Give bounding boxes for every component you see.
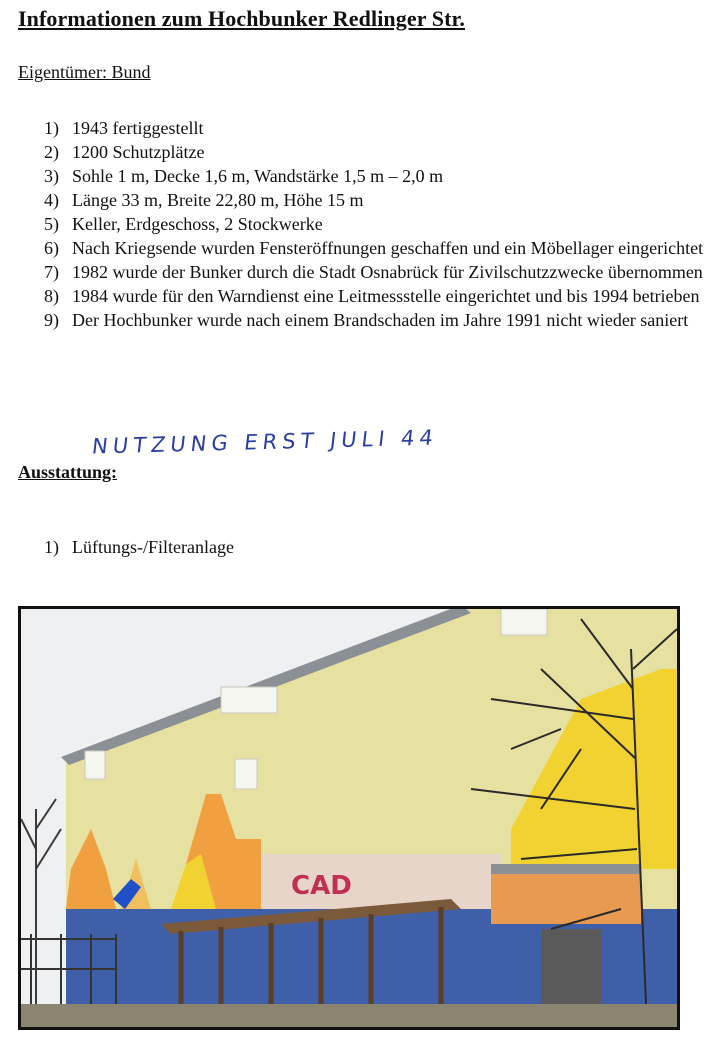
list-item: 5) Keller, Erdgeschoss, 2 Stockwerke <box>44 214 323 234</box>
list-item: 4) Länge 33 m, Breite 22,80 m, Höhe 15 m <box>44 190 364 210</box>
owner-line: Eigentümer: Bund <box>18 62 151 82</box>
list-item: 7) 1982 wurde der Bunker durch die Stadt Osnabrück für Zivilschutzzwecke übernommen <box>44 262 703 282</box>
bunker-photo <box>18 606 680 1030</box>
equipment-heading: Ausstattung: <box>18 462 118 482</box>
handwritten-note: NUTZUNG ERST JULI 44 <box>90 425 440 459</box>
list-item: 8) 1984 wurde für den Warndienst eine Leitmessstelle eingerichtet und bis 1994 betrieben <box>44 286 700 306</box>
list-item: 3) Sohle 1 m, Decke 1,6 m, Wandstärke 1,5 m – 2,0 m <box>44 166 444 186</box>
list-item: 2) 1200 Schutzplätze <box>44 142 205 162</box>
bunker-photo-illustration <box>21 609 677 1027</box>
list-item: 1) Lüftungs-/Filteranlage <box>44 537 234 557</box>
equipment-list <box>44 535 234 559</box>
page-title: Informationen zum Hochbunker Redlinger Str. <box>18 6 465 31</box>
list-item: 9) Der Hochbunker wurde nach einem Brandschaden im Jahre 1991 nicht wieder saniert <box>44 310 689 330</box>
facts-list <box>44 116 704 332</box>
list-item: 1) 1943 fertiggestellt <box>44 118 204 138</box>
list-item: 6) Nach Kriegsende wurden Fensteröffnungen geschaffen und ein Möbellager eingerichtet <box>44 238 704 258</box>
graffiti-text: CAD <box>291 871 352 901</box>
